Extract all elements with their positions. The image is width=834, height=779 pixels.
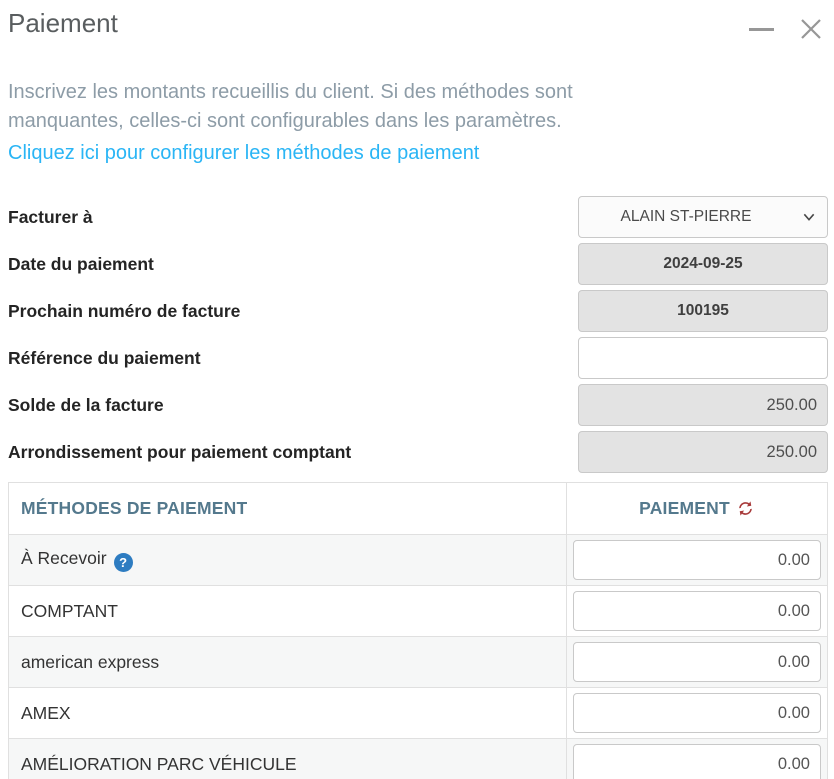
configure-payment-methods-link[interactable]: Cliquez ici pour configurer les méthodes de paiement <box>8 142 480 164</box>
help-icon[interactable]: ? <box>114 553 133 572</box>
payment-amount-input[interactable] <box>573 744 821 779</box>
form-row-bill-to <box>8 196 828 238</box>
next-invoice-number-label: Prochain numéro de facture <box>8 300 241 321</box>
next-invoice-number-field: 100195 <box>578 290 828 332</box>
minimize-icon[interactable] <box>749 28 774 31</box>
description-line-1: Inscrivez les montants recueillis du client. Si des méthodes sont <box>8 81 573 103</box>
method-name-cell: AMEX <box>9 688 567 739</box>
close-icon[interactable] <box>798 16 824 42</box>
bill-to-selected-value: ALAIN ST-PIERRE <box>620 208 752 225</box>
dialog-description <box>8 78 828 136</box>
table-row <box>9 688 828 739</box>
page-title: Paiement <box>8 8 118 38</box>
cash-rounding-field: 250.00 <box>578 431 828 473</box>
payment-amount-input[interactable] <box>573 693 821 733</box>
table-header-row <box>9 483 828 535</box>
bill-to-select[interactable] <box>578 196 828 238</box>
bill-to-label: Facturer à <box>8 206 93 227</box>
payment-amount-input[interactable] <box>573 591 821 631</box>
window-controls <box>749 8 828 42</box>
payment-amount-input[interactable] <box>573 642 821 682</box>
payment-methods-table <box>8 482 828 779</box>
table-row <box>9 535 828 586</box>
form-row-next-invoice-number <box>8 290 828 332</box>
payment-column-header <box>567 483 828 535</box>
payment-date-label: Date du paiement <box>8 253 154 274</box>
payment-reference-label: Référence du paiement <box>8 347 201 368</box>
payment-form <box>8 196 828 473</box>
refresh-icon[interactable] <box>732 495 758 521</box>
methods-column-header: MÉTHODES DE PAIEMENT <box>9 483 567 535</box>
method-name-cell: À Recevoir ? <box>9 535 567 586</box>
description-line-2: manquantes, celles-ci sont configurables dans les paramètres. <box>8 110 562 132</box>
method-name-cell: american express <box>9 637 567 688</box>
chevron-down-icon <box>801 209 817 225</box>
payment-reference-input[interactable] <box>578 337 828 379</box>
invoice-balance-label: Solde de la facture <box>8 394 164 415</box>
table-row <box>9 637 828 688</box>
payment-amount-input[interactable] <box>573 540 821 580</box>
payment-date-field: 2024-09-25 <box>578 243 828 285</box>
cash-rounding-label: Arrondissement pour paiement comptant <box>8 441 352 462</box>
form-row-cash-rounding <box>8 431 828 473</box>
invoice-balance-field: 250.00 <box>578 384 828 426</box>
method-name-cell: COMPTANT <box>9 586 567 637</box>
method-name-cell: AMÉLIORATION PARC VÉHICULE <box>9 739 567 779</box>
form-row-payment-date <box>8 243 828 285</box>
table-row <box>9 739 828 779</box>
dialog-header <box>8 8 828 42</box>
payment-header-label: PAIEMENT <box>639 498 730 518</box>
form-row-invoice-balance <box>8 384 828 426</box>
table-row <box>9 586 828 637</box>
form-row-payment-reference <box>8 337 828 379</box>
